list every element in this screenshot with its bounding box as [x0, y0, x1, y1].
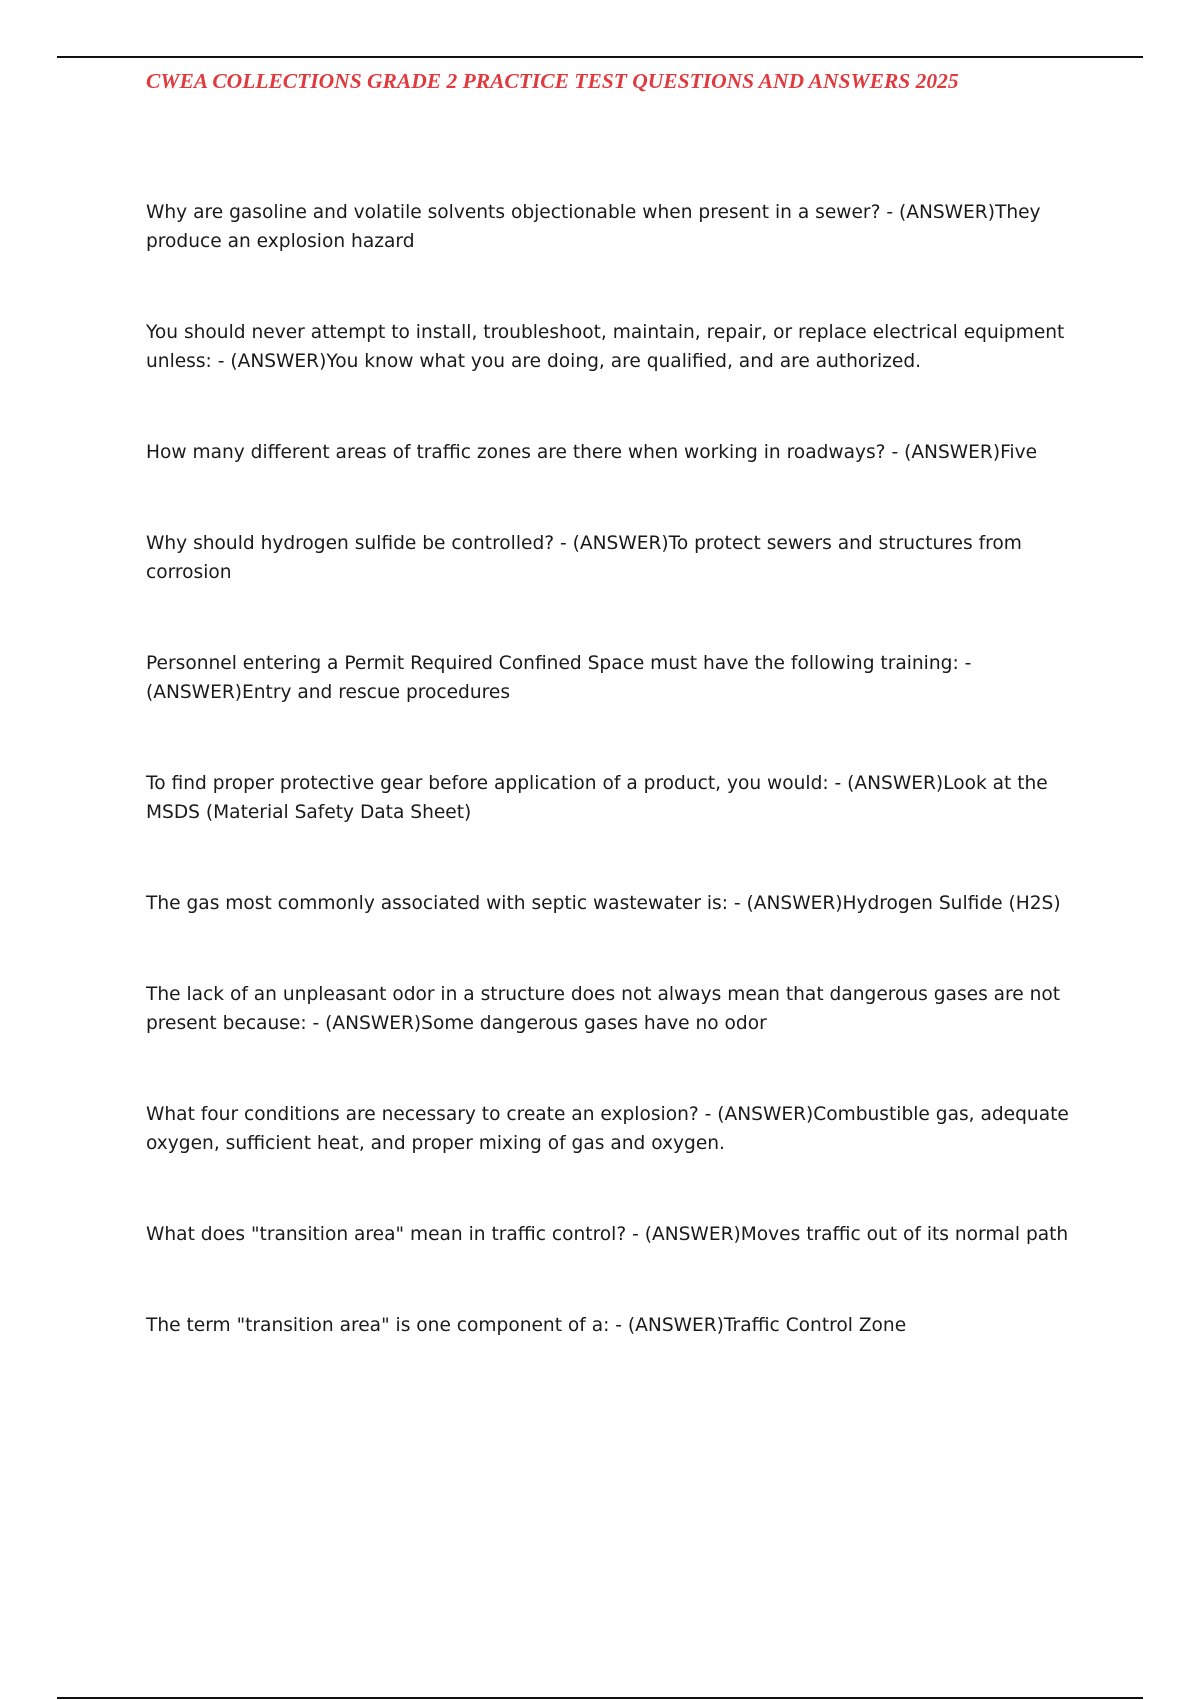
- qa-item-5: Personnel entering a Permit Required Confined Space must have the following training: - (ANSWER)Entry and rescue procedures: [146, 653, 972, 703]
- qa-item-2: You should never attempt to install, troubleshoot, maintain, repair, or replace electrical equipment unless: - (ANSWER)You know what you are doing, are qualified, and are authorized.: [146, 322, 1065, 372]
- qa-item-1: Why are gasoline and volatile solvents objectionable when present in a sewer? - (ANSWER)They produce an explosion hazard: [146, 202, 1041, 252]
- qa-item-9: What four conditions are necessary to create an explosion? - (ANSWER)Combustible gas, adequate oxygen, sufficient heat, and proper mixing of gas and oxygen.: [146, 1104, 1069, 1154]
- qa-item-4: Why should hydrogen sulfide be controlled? - (ANSWER)To protect sewers and structures from corrosion: [146, 533, 1022, 583]
- qa-item-7: The gas most commonly associated with septic wastewater is: - (ANSWER)Hydrogen Sulfide (H2S): [146, 893, 1061, 914]
- qa-item-6: To find proper protective gear before application of a product, you would: - (ANSWER)Look at the MSDS (Material Safety Data Sheet): [146, 773, 1048, 823]
- bottom-rule: [57, 1697, 1143, 1699]
- qa-item-3: How many different areas of traffic zones are there when working in roadways? - (ANSWER)Five: [146, 442, 1038, 463]
- top-rule: [57, 56, 1143, 58]
- document-title: CWEA COLLECTIONS GRADE 2 PRACTICE TEST QUESTIONS AND ANSWERS 2025: [146, 69, 959, 93]
- qa-item-11: The term "transition area" is one component of a: - (ANSWER)Traffic Control Zone: [146, 1315, 907, 1336]
- qa-item-10: What does "transition area" mean in traffic control? - (ANSWER)Moves traffic out of its normal path: [146, 1224, 1069, 1245]
- qa-item-8: The lack of an unpleasant odor in a structure does not always mean that dangerous gases are not present because: - (ANSWER)Some dangerous gases have no odor: [146, 984, 1061, 1034]
